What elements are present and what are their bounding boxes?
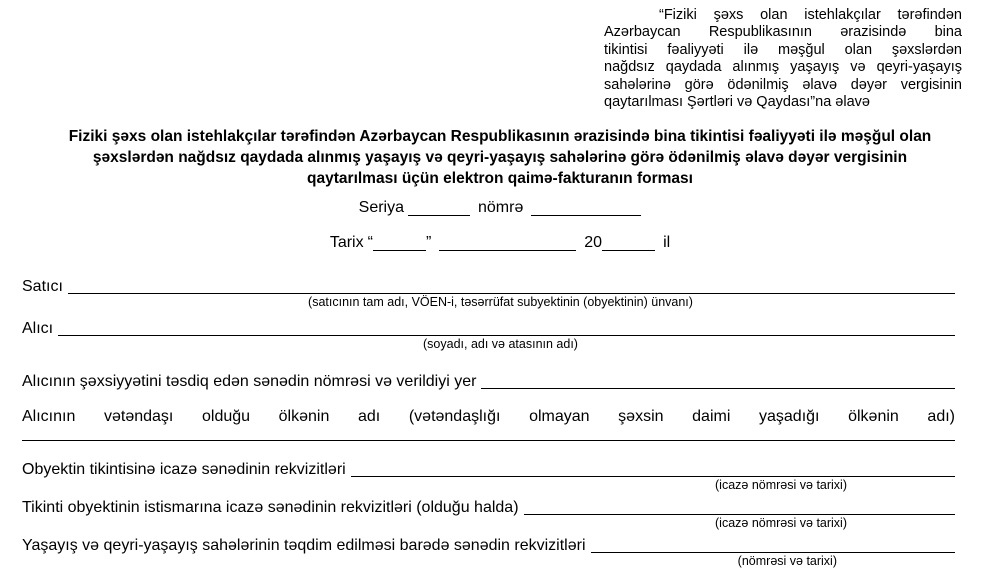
premises-submission-document-caption: (nömrəsi və tarixi) <box>737 554 837 569</box>
date-line <box>0 234 1000 252</box>
construction-permit-blank-line[interactable] <box>351 476 955 477</box>
form-document <box>0 7 1000 578</box>
exploitation-permit-label: Tikinti obyektinin istismarına icazə sənədinin rekvizitləri (olduğu halda) <box>22 499 519 517</box>
buyer-blank-line[interactable] <box>58 335 955 336</box>
construction-permit-label: Obyektin tikintisinə icazə sənədinin rekvizitləri <box>22 461 346 479</box>
buyer-caption: (soyadı, adı və atasının adı) <box>423 337 578 352</box>
premises-submission-document-label: Yaşayış və qeyri-yaşayış sahələrinin təqdim edilməsi barədə sənədin rekvizitləri <box>22 537 586 555</box>
seller-label: Satıcı <box>22 278 63 296</box>
seriya-label: Seriya <box>358 199 404 217</box>
annex-note-line: sahələrinə görə ödənilmiş əlavə dəyər vergisinin <box>604 76 962 93</box>
form-title-line: Fiziki şəxs olan istehlakçılar tərəfindən Azərbaycan Respublikasının ərazisində bina tikintisi fəaliyyəti ilə məşğul olan <box>68 128 932 146</box>
annex-note-line: nağdsız qaydada alınmış yaşayış və qeyri-yaşayış <box>604 59 962 76</box>
citizenship-country-label: Alıcının vətəndaşı olduğu ölkənin adı (vətəndaşlığı olmayan şəxsin daimi yaşadığı ölkənin adı) <box>22 408 955 426</box>
annex-note-line: “Fiziki şəxs olan istehlakçılar tərəfindən <box>659 7 962 23</box>
citizenship-country-blank-line[interactable] <box>22 439 955 441</box>
field-buyer <box>22 320 955 338</box>
premises-submission-document-blank-line[interactable] <box>591 552 955 553</box>
close-quote: ” <box>425 234 432 252</box>
serial-series-blank[interactable] <box>408 214 470 216</box>
year-prefix: 20 <box>584 234 603 252</box>
seller-caption: (satıcının tam adı, VÖEN-i, təsərrüfat subyektinin (obyektinin) ünvanı) <box>308 295 693 310</box>
buyer-label: Alıcı <box>22 320 54 338</box>
seller-blank-line[interactable] <box>68 293 955 294</box>
field-construction-permit <box>22 461 955 479</box>
open-quote: “ <box>367 234 373 252</box>
form-title-line: qaytarılması üçün elektron qaimə-fakturanın forması <box>307 170 693 188</box>
construction-permit-caption: (icazə nömrəsi və tarixi) <box>715 478 847 493</box>
tarix-label: Tarix <box>329 234 364 252</box>
serial-line <box>0 199 1000 217</box>
field-buyer-id-document <box>22 373 955 391</box>
nomre-label: nömrə <box>478 199 524 217</box>
annex-note <box>604 7 962 111</box>
annex-note-line: qaytarılması Şərtləri və Qaydası”na əlavə <box>604 94 870 111</box>
exploitation-permit-blank-line[interactable] <box>524 514 955 515</box>
exploitation-permit-caption: (icazə nömrəsi və tarixi) <box>715 516 847 531</box>
field-seller <box>22 278 955 296</box>
field-premises-submission-document <box>22 537 955 555</box>
form-title <box>0 126 1000 189</box>
serial-number-blank[interactable] <box>531 214 641 216</box>
form-title-line: şəxslərdən nağdsız qaydada alınmış yaşayış və qeyri-yaşayış sahələrinə görə ödənilmiş əlavə dəyər vergisinin <box>92 149 908 167</box>
il-suffix: il <box>663 234 671 252</box>
date-month-blank[interactable] <box>439 249 576 251</box>
date-day-blank[interactable] <box>373 249 426 251</box>
field-exploitation-permit <box>22 499 955 517</box>
annex-note-line: tikintisi fəaliyyəti ilə məşğul olan şəxslərdən <box>604 41 962 58</box>
date-year-blank[interactable] <box>602 249 655 251</box>
buyer-id-document-label: Alıcının şəxsiyyətini təsdiq edən sənədin nömrəsi və verildiyi yer <box>22 373 477 391</box>
annex-note-line: Azərbaycan Respublikasının ərazisində bina <box>604 24 962 41</box>
buyer-id-document-blank-line[interactable] <box>481 388 955 389</box>
